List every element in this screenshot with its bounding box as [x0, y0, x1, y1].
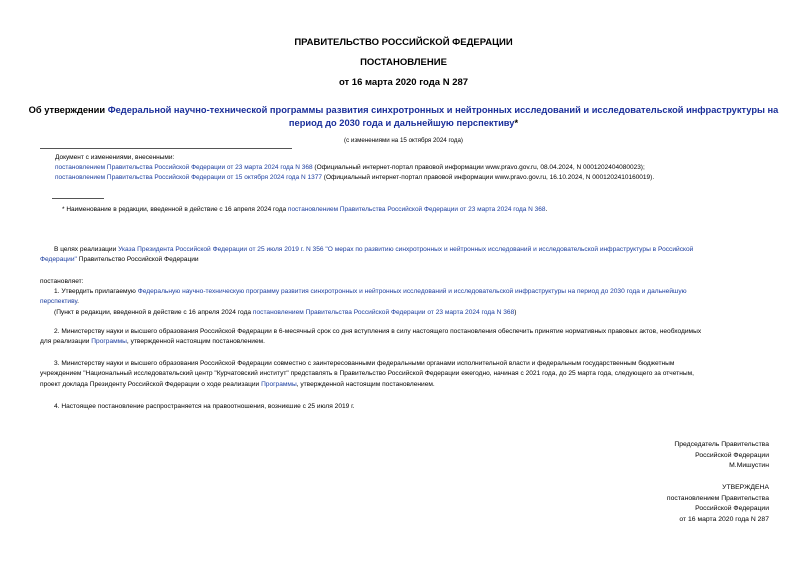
p3-line1: 3. Министерству науки и высшего образования Российской Федерации совместно с заинтересованными федеральными органами исполнительной власти и федеральным государственным бюджетным — [54, 360, 675, 367]
decides-word: постановляет: — [40, 278, 84, 285]
p2-line2-start: для реализации — [40, 338, 92, 346]
p1-note-end: ) — [514, 308, 517, 316]
change-source-2: (Официальный интернет-портал правовой информации www.pravo.gov.ru, 16.10.2024, N 0001202410160019). — [321, 173, 655, 181]
title-program-link-cont[interactable]: период до 2030 года и дальнейшую перспективу — [288, 117, 515, 128]
paragraph-4: 4. Настоящее постановление распространяется на правоотношения, возникшие с 25 июля 2019 г. — [54, 403, 355, 410]
change-source-1: (Официальный интернет-портал правовой информации www.pravo.gov.ru, 08.04.2024, N 0001202404080023); — [312, 163, 645, 171]
title-prefix: Об утверждении — [28, 105, 108, 115]
footnote-divider — [52, 198, 104, 199]
divider-top — [40, 148, 292, 149]
p3-line3-end: , утвержденной настоящим постановлением. — [296, 380, 435, 388]
p3-line2: учреждением "Национальный исследовательский центр "Курчатовский институт" представлять в Правительство Российской Федерации ежегодно, начиная с 2021 года, до 25 марта года, следующего за отчетным, — [40, 370, 694, 378]
title-program-link[interactable]: Федеральной научно-технической программы развития синхротронных и нейтронных исследований и исследовательской инфраструктуры на — [107, 105, 779, 115]
footnote-text: * Наименование в редакции, введенной в действие с 16 апреля 2024 года — [62, 206, 288, 213]
signature-org: Российской Федерации — [695, 451, 769, 459]
p1-note-start: (Пункт в редакции, введенной в действие с 16 апреля 2024 года — [54, 308, 253, 316]
paragraph-1 — [40, 287, 767, 318]
p2-line1: 2. Министерству науки и высшего образования Российской Федерации в 6-месячный срок со дня вступления в силу настоящего постановления обеспечить принятие нормативных правовых актов, необходимых — [54, 328, 702, 335]
signature-title: Председатель Правительства — [674, 441, 769, 448]
signature-block — [674, 440, 769, 472]
change-link-368[interactable]: постановлением Правительства Российской Федерации от 23 марта 2024 года N 368 — [55, 163, 313, 171]
document-title — [0, 104, 807, 129]
title-suffix: * — [514, 117, 519, 128]
p2-line2-end: , утвержденной настоящим постановлением. — [126, 338, 265, 346]
changes-block — [55, 153, 775, 182]
p1-start: 1. Утвердить прилагаемую — [54, 288, 138, 295]
change-link-1377[interactable]: постановлением Правительства Российской Федерации от 15 октября 2024 года N 1377 — [55, 173, 322, 181]
program-link-cont[interactable]: перспективу — [40, 298, 78, 306]
approval-block — [667, 483, 769, 525]
change-item — [55, 173, 775, 183]
revision-note: (с изменениями на 15 октября 2024 года) — [344, 137, 463, 144]
p3-line3-start: проект доклада Президенту Российской Федерации о ходе реализации — [40, 380, 262, 388]
p2-program-link[interactable]: Программы — [91, 338, 127, 346]
changes-heading: Документ с изменениями, внесенными: — [55, 154, 175, 161]
change-item — [55, 163, 775, 173]
program-link[interactable]: Федеральную научно-техническую программу развития синхротронных и нейтронных исследований и исследовательской инфраструктуры на период до 2030 года и дальнейшую — [137, 288, 687, 295]
signature-name: М.Мишустин — [729, 462, 769, 470]
preamble-start: В целях реализации — [54, 246, 119, 253]
decree-link[interactable]: Указа Президента Российской Федерации от 25 июля 2019 г. N 356 "О мерах по развитию синхротронных и нейтронных исследований и исследовательской инфраструктуры в Российской — [118, 246, 694, 253]
approval-heading: УТВЕРЖДЕНА — [722, 484, 769, 491]
document-type: ПОСТАНОВЛЕНИЕ — [360, 57, 447, 68]
document-date: от 16 марта 2020 года N 287 — [338, 77, 469, 88]
approval-line3: Российской Федерации — [695, 505, 769, 513]
preamble-end: Правительство Российской Федерации — [76, 256, 199, 264]
decree-link-cont[interactable]: Федерации" — [40, 256, 77, 264]
paragraph-3 — [40, 359, 767, 390]
paragraph-2 — [40, 327, 767, 348]
government-heading: ПРАВИТЕЛЬСТВО РОССИЙСКОЙ ФЕДЕРАЦИИ — [294, 37, 513, 48]
p1-end: . — [77, 298, 79, 306]
preamble — [40, 245, 767, 266]
footnote-link[interactable]: постановлением Правительства Российской Федерации от 23 марта 2024 года N 368 — [287, 206, 546, 213]
p1-note-link[interactable]: постановлением Правительства Российской Федерации от 23 марта 2024 года N 368 — [252, 308, 515, 316]
footnote-end: . — [545, 206, 548, 213]
approval-date: от 16 марта 2020 года N 287 — [679, 515, 769, 523]
footnote — [62, 205, 762, 215]
p3-program-link[interactable]: Программы — [261, 380, 297, 388]
approval-line2: постановлением Правительства — [666, 494, 769, 502]
